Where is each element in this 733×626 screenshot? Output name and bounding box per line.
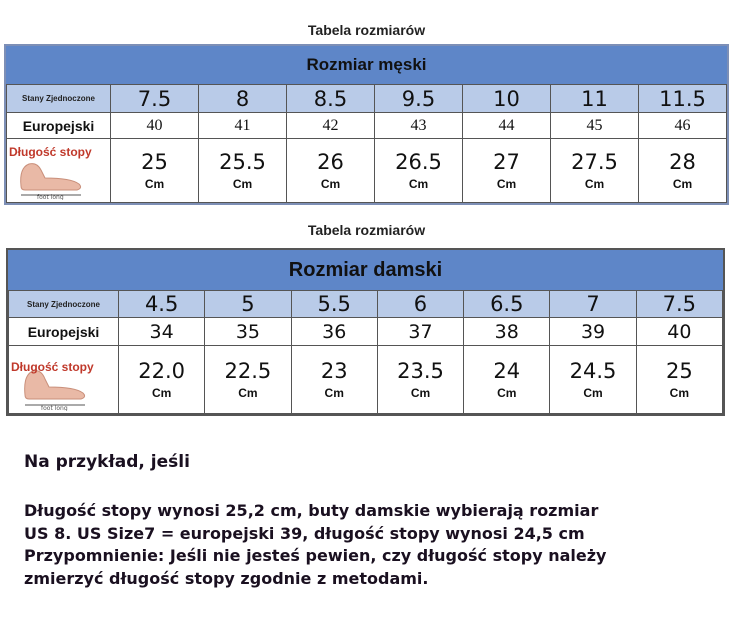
men-cm-value: 27 xyxy=(493,150,520,174)
women-chart-header: Rozmiar damski xyxy=(8,250,723,290)
men-eu-size: 42 xyxy=(287,113,375,139)
men-eu-size: 43 xyxy=(375,113,463,139)
men-eu-size: 40 xyxy=(111,113,199,139)
women-length-cell xyxy=(464,346,550,414)
women-eu-size: 37 xyxy=(377,318,463,346)
example-note xyxy=(24,500,724,590)
men-length-cell xyxy=(551,139,639,203)
men-eu-row xyxy=(7,113,727,139)
women-length-cell xyxy=(636,346,722,414)
women-eu-size: 40 xyxy=(636,318,722,346)
men-length-cell xyxy=(111,139,199,203)
women-length-cell xyxy=(377,346,463,414)
men-chart-header: Rozmiar męski xyxy=(6,46,727,84)
men-cm-unit: Cm xyxy=(232,177,253,191)
women-us-size: 6 xyxy=(377,291,463,318)
men-length-cell xyxy=(639,139,727,203)
men-cm-unit: Cm xyxy=(584,177,605,191)
men-us-size: 11 xyxy=(551,85,639,113)
men-cm-value: 25 xyxy=(141,150,168,174)
women-us-size: 7.5 xyxy=(636,291,722,318)
women-us-size: 7 xyxy=(550,291,636,318)
men-cm-unit: Cm xyxy=(672,177,693,191)
men-eu-label: Europejski xyxy=(7,113,111,139)
women-us-size: 5 xyxy=(205,291,291,318)
women-cm-value: 22.5 xyxy=(224,359,272,383)
men-cm-value: 25.5 xyxy=(219,150,266,174)
men-cm-value: 26.5 xyxy=(395,150,442,174)
men-eu-size: 41 xyxy=(199,113,287,139)
women-cm-unit: Cm xyxy=(669,386,690,400)
men-us-size: 11.5 xyxy=(639,85,727,113)
men-cm-unit: Cm xyxy=(144,177,165,191)
women-length-cell xyxy=(119,346,205,414)
men-length-label-cell xyxy=(7,139,111,203)
men-length-row xyxy=(7,139,727,203)
women-length-label: Długość stopy xyxy=(11,360,94,374)
men-cm-value: 26 xyxy=(317,150,344,174)
men-us-size: 8.5 xyxy=(287,85,375,113)
men-length-cell xyxy=(375,139,463,203)
women-length-cell xyxy=(291,346,377,414)
women-length-label-cell xyxy=(9,346,119,414)
men-foot-caption: foot long xyxy=(37,194,64,200)
men-us-size: 10 xyxy=(463,85,551,113)
men-us-size: 9.5 xyxy=(375,85,463,113)
foot-measure-icon xyxy=(15,160,89,200)
women-cm-value: 24 xyxy=(493,359,521,383)
men-eu-size: 45 xyxy=(551,113,639,139)
example-intro: Na przykład, jeśli xyxy=(24,452,190,472)
men-length-cell xyxy=(463,139,551,203)
note-line: Długość stopy wynosi 25,2 cm, buty damskie wybierają rozmiar xyxy=(24,501,599,520)
women-cm-value: 24.5 xyxy=(569,359,617,383)
men-length-cell xyxy=(287,139,375,203)
women-foot-caption: foot long xyxy=(41,405,68,411)
women-size-chart xyxy=(6,248,725,416)
women-cm-unit: Cm xyxy=(410,386,431,400)
women-eu-size: 34 xyxy=(119,318,205,346)
women-cm-unit: Cm xyxy=(238,386,258,400)
men-us-size: 8 xyxy=(199,85,287,113)
women-cm-unit: Cm xyxy=(583,386,603,400)
women-length-row xyxy=(9,346,723,414)
women-cm-unit: Cm xyxy=(324,386,344,400)
men-cm-value: 27.5 xyxy=(571,150,618,174)
women-eu-row xyxy=(9,318,723,346)
women-cm-value: 22.0 xyxy=(138,359,186,383)
note-line: Przypomnienie: Jeśli nie jesteś pewien, czy długość stopy należy xyxy=(24,546,607,565)
men-eu-size: 44 xyxy=(463,113,551,139)
women-length-cell xyxy=(205,346,291,414)
women-cm-value: 23 xyxy=(320,359,348,383)
men-cm-unit: Cm xyxy=(496,177,517,191)
note-line: zmierzyć długość stopy zgodnie z metodami. xyxy=(24,568,429,588)
men-cm-unit: Cm xyxy=(320,177,341,191)
note-line: US 8. US Size7 = europejski 39, długość stopy wynosi 24,5 cm xyxy=(24,523,585,543)
women-us-size: 5.5 xyxy=(291,291,377,318)
men-length-cell xyxy=(199,139,287,203)
women-chart-title: Tabela rozmiarów xyxy=(307,222,426,238)
men-chart-title: Tabela rozmiarów xyxy=(307,22,426,38)
women-us-size: 4.5 xyxy=(119,291,205,318)
men-length-label: Długość stopy xyxy=(9,145,92,159)
men-cm-unit: Cm xyxy=(408,177,429,191)
women-us-size: 6.5 xyxy=(464,291,550,318)
women-eu-size: 36 xyxy=(291,318,377,346)
men-cm-value: 28 xyxy=(669,150,696,174)
women-us-label: Stany Zjednoczone xyxy=(9,291,119,318)
women-us-row xyxy=(9,291,723,318)
women-cm-value: 23.5 xyxy=(397,359,444,383)
women-eu-label: Europejski xyxy=(9,318,119,346)
women-eu-size: 39 xyxy=(550,318,636,346)
women-eu-size: 35 xyxy=(205,318,291,346)
women-cm-unit: Cm xyxy=(151,386,172,400)
men-us-label: Stany Zjednoczone xyxy=(7,85,111,113)
women-length-cell xyxy=(550,346,636,414)
men-us-row xyxy=(7,85,727,113)
men-eu-size: 46 xyxy=(639,113,727,139)
women-cm-unit: Cm xyxy=(497,386,517,400)
men-size-chart xyxy=(4,44,729,205)
women-eu-size: 38 xyxy=(464,318,550,346)
women-cm-value: 25 xyxy=(665,359,693,383)
men-us-size: 7.5 xyxy=(111,85,199,113)
